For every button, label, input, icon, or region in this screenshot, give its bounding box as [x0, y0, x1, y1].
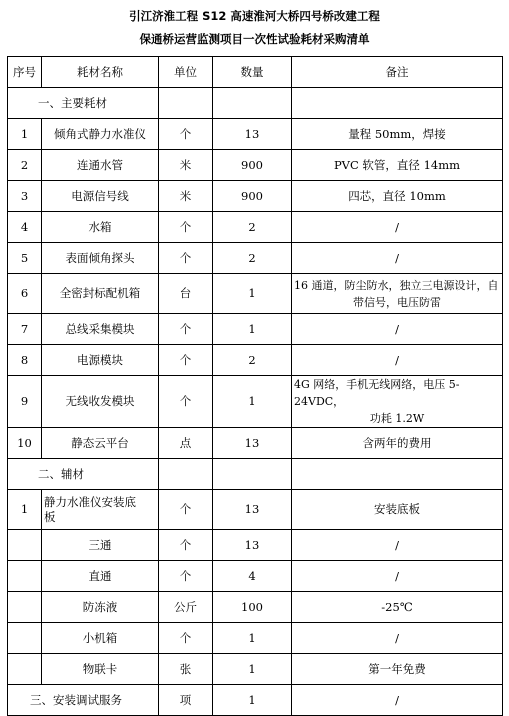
item-number: 3	[8, 181, 42, 212]
header-cell: 序号	[8, 57, 42, 88]
empty-cell	[292, 459, 503, 490]
item-name: 水箱	[42, 212, 159, 243]
item-quantity: 13	[213, 530, 292, 561]
item-quantity: 1	[213, 314, 292, 345]
item-number: 9	[8, 376, 42, 428]
table-row	[8, 428, 503, 459]
empty-cell	[213, 88, 292, 119]
item-note: /	[292, 623, 503, 654]
item-name: 连通水管	[42, 150, 159, 181]
item-name	[42, 490, 159, 530]
item-name: 三通	[42, 530, 159, 561]
item-unit: 个	[159, 212, 213, 243]
header-cell: 耗材名称	[42, 57, 159, 88]
empty-cell	[213, 459, 292, 490]
item-note: /	[292, 530, 503, 561]
item-quantity: 100	[213, 592, 292, 623]
table-row	[8, 274, 503, 314]
table-row	[8, 212, 503, 243]
table-row	[8, 150, 503, 181]
empty-cell	[292, 88, 503, 119]
item-name: 倾角式静力水准仪	[42, 119, 159, 150]
table-row	[8, 181, 503, 212]
item-note: /	[292, 561, 503, 592]
item-name: 表面倾角探头	[42, 243, 159, 274]
item-quantity: 900	[213, 150, 292, 181]
document-subtitle: 保通桥运营监测项目一次性试验耗材采购清单	[139, 32, 370, 46]
item-note	[292, 274, 503, 314]
item-name: 无线收发模块	[42, 376, 159, 428]
item-name: 静态云平台	[42, 428, 159, 459]
item-quantity: 13	[213, 428, 292, 459]
item-note: /	[292, 345, 503, 376]
item-number: 2	[8, 150, 42, 181]
item-quantity: 13	[213, 119, 292, 150]
item-unit: 米	[159, 150, 213, 181]
item-quantity: 13	[213, 490, 292, 530]
item-unit: 个	[159, 530, 213, 561]
table-row	[8, 654, 503, 685]
table-row	[8, 592, 503, 623]
item-number: 10	[8, 428, 42, 459]
item-unit: 个	[159, 345, 213, 376]
item-number	[8, 623, 42, 654]
item-number: 1	[8, 119, 42, 150]
table-row	[8, 561, 503, 592]
item-name: 小机箱	[42, 623, 159, 654]
item-unit: 米	[159, 181, 213, 212]
item-quantity: 4	[213, 561, 292, 592]
item-unit: 项	[159, 685, 213, 716]
header-cell: 单位	[159, 57, 213, 88]
item-number	[8, 561, 42, 592]
text-line: 静力水准仪安装底	[44, 494, 136, 509]
item-quantity: 1	[213, 623, 292, 654]
item-note: /	[292, 685, 503, 716]
text-line: 功耗 1.2W	[369, 412, 425, 425]
item-unit: 个	[159, 243, 213, 274]
item-number: 8	[8, 345, 42, 376]
text-line: 16 通道，防尘防水，独立三电源设计，自	[294, 278, 499, 292]
item-name: 物联卡	[42, 654, 159, 685]
item-quantity: 1	[213, 685, 292, 716]
item-number: 6	[8, 274, 42, 314]
item-note: -25℃	[292, 592, 503, 623]
materials-table	[7, 56, 503, 716]
item-unit: 点	[159, 428, 213, 459]
item-note	[292, 376, 503, 428]
table-row	[8, 376, 503, 428]
item-unit: 个	[159, 561, 213, 592]
text-line: 带信号，电压防雷	[353, 295, 441, 309]
item-name: 总线采集模块	[42, 314, 159, 345]
item-unit: 个	[159, 314, 213, 345]
table-row	[8, 623, 503, 654]
item-quantity: 2	[213, 345, 292, 376]
table-row	[8, 530, 503, 561]
item-number: 7	[8, 314, 42, 345]
item-unit: 张	[159, 654, 213, 685]
item-note: /	[292, 314, 503, 345]
empty-cell	[159, 88, 213, 119]
header-cell: 备注	[292, 57, 503, 88]
item-unit: 个	[159, 119, 213, 150]
header-cell: 数量	[213, 57, 292, 88]
item-quantity: 1	[213, 274, 292, 314]
section-heading: 一、主要耗材	[8, 88, 159, 119]
table-row	[8, 119, 503, 150]
item-unit: 公斤	[159, 592, 213, 623]
item-note: 量程 50mm，焊接	[292, 119, 503, 150]
item-number: 5	[8, 243, 42, 274]
item-number	[8, 592, 42, 623]
header-row	[8, 57, 503, 88]
table-row	[8, 345, 503, 376]
item-quantity: 2	[213, 212, 292, 243]
item-number	[8, 654, 42, 685]
item-name: 防冻液	[42, 592, 159, 623]
item-quantity: 900	[213, 181, 292, 212]
section-heading: 三、安装调试服务	[8, 685, 159, 716]
text-line: 4G 网络，手机无线网络，电压 5-24VDC，	[294, 378, 460, 408]
empty-cell	[159, 459, 213, 490]
section-row	[8, 88, 503, 119]
item-quantity: 2	[213, 243, 292, 274]
item-name: 全密封标配机箱	[42, 274, 159, 314]
section-heading: 二、辅材	[8, 459, 159, 490]
table-row	[8, 243, 503, 274]
item-unit: 个	[159, 376, 213, 428]
item-note: 四芯，直径 10mm	[292, 181, 503, 212]
item-note: 含两年的费用	[292, 428, 503, 459]
document-title: 引江济淮工程 S12 高速淮河大桥四号桥改建工程	[129, 9, 380, 23]
item-name: 电源模块	[42, 345, 159, 376]
item-number	[8, 530, 42, 561]
item-number: 4	[8, 212, 42, 243]
item-unit: 个	[159, 490, 213, 530]
item-quantity: 1	[213, 376, 292, 428]
section-row	[8, 685, 503, 716]
item-note: /	[292, 212, 503, 243]
item-number: 1	[8, 490, 42, 530]
table-row	[8, 314, 503, 345]
item-name: 直通	[42, 561, 159, 592]
item-note: 安装底板	[292, 490, 503, 530]
item-quantity: 1	[213, 654, 292, 685]
item-name: 电源信号线	[42, 181, 159, 212]
table-row	[8, 490, 503, 530]
item-unit: 台	[159, 274, 213, 314]
item-note: /	[292, 243, 503, 274]
text-line: 板	[44, 509, 56, 524]
item-note: PVC 软管，直径 14mm	[292, 150, 503, 181]
item-unit: 个	[159, 623, 213, 654]
section-row	[8, 459, 503, 490]
item-note: 第一年免费	[292, 654, 503, 685]
